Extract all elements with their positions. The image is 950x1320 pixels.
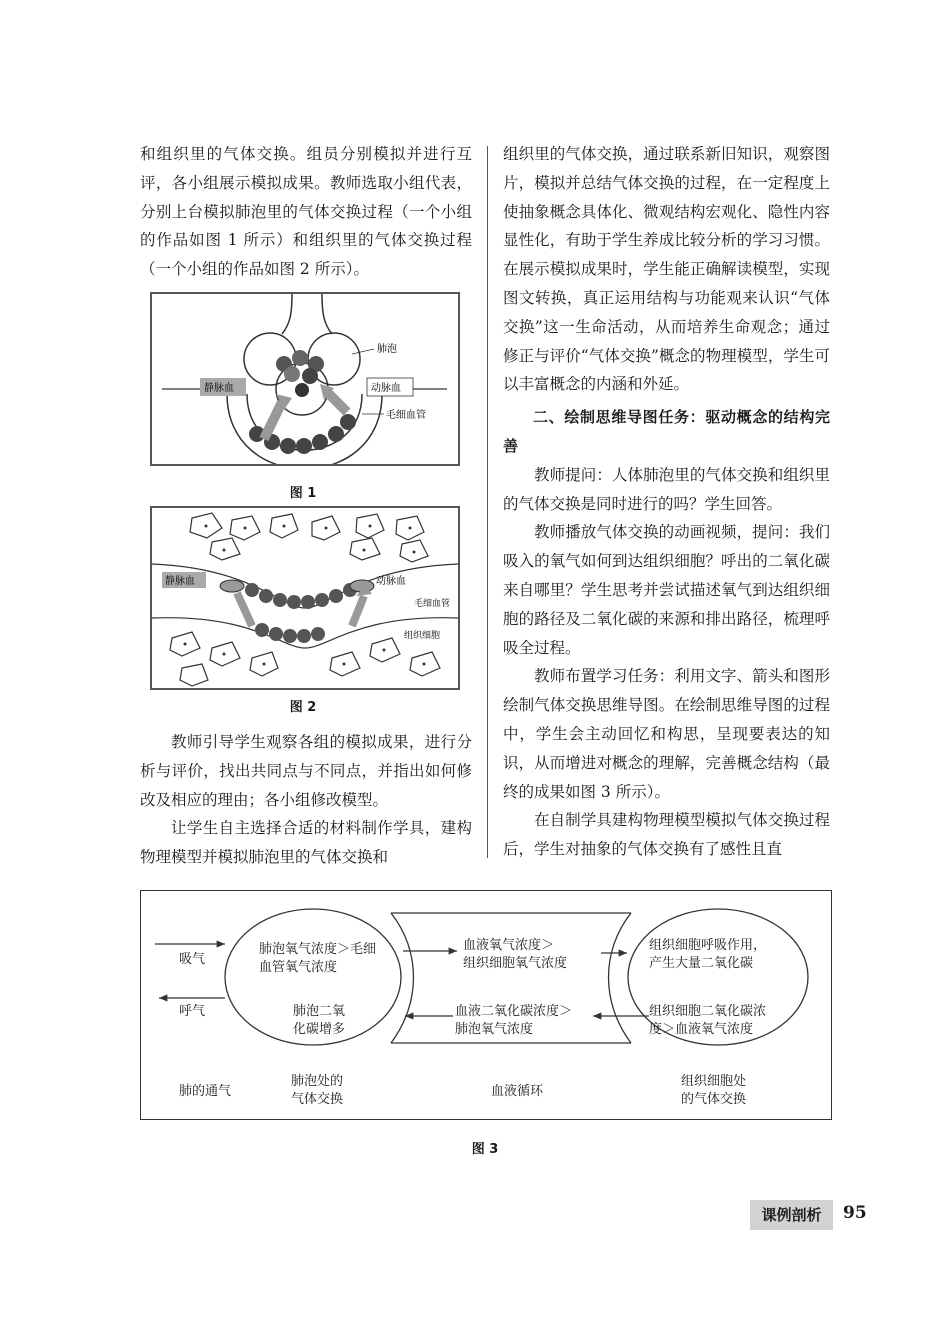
fig3-bottom-alveolus: 肺泡处的 气体交换 [291,1074,344,1107]
fig3-alveolus-o2: 肺泡氧气浓度＞毛细 血管氧气浓度 [259,942,377,975]
fig1-label-arterial: 动脉血 [371,383,401,394]
fig3-tissue-respiration: 组织细胞呼吸作用， 产生大量二氧化碳 [649,938,767,971]
right-column [503,140,830,864]
section-tag: 课例剖析 [750,1200,833,1230]
right-paragraph-2: 教师提问：人体肺泡里的气体交换和组织里的气体交换是同时进行的吗？学生回答。 [503,465,830,513]
right-paragraph-5: 在自制学具建构物理模型模拟气体交换过程后，学生对抽象的气体交换有了感性且直 [503,811,830,859]
left-paragraph-2: 教师引导学生观察各组的模拟成果，进行分析与评价，找出共同点与不同点，并指出如何修改及相应的理由；各小组修改模型。 [140,733,472,809]
fig1-label-capillary: 毛细血管 [386,410,426,421]
fig3-blood-o2: 血液氧气浓度＞ 组织细胞氧气浓度 [463,938,568,971]
left-column-lower [140,728,472,872]
fig3-bottom-circulation: 血液循环 [491,1084,544,1099]
fig2-label-arterial: 动脉血 [376,576,406,587]
fig3-inhale-label: 吸气 [179,952,206,967]
fig2-label-capillary: 毛细血管 [414,599,451,609]
fig3-alveolus-co2: 肺泡二氧 化碳增多 [293,1004,346,1037]
figure-3-caption: 图 3 [471,1142,499,1157]
left-paragraph-1: 和组织里的气体交换。组员分别模拟并进行互评，各小组展示模拟成果。教师选取小组代表，分别上台模拟肺泡里的气体交换过程（一个小组的作品如图 1 所示）和组织里的气体交换过程（一个小组的作品如图 2 所示）。 [140,145,472,279]
section-heading: 二、绘制思维导图任务：驱动概念的结构完善 [503,408,830,455]
figure-1 [150,292,460,466]
right-paragraph-3: 教师播放气体交换的动画视频，提问：我们吸入的氧气如何到达组织细胞？呼出的二氧化碳来自哪里？学生思考并尝试描述氧气到达组织细胞的路径及二氧化碳的来源和排出路径，梳理呼吸全过程。 [503,523,830,657]
fig3-bottom-tissue: 组织细胞处 的气体交换 [681,1074,747,1107]
right-paragraph-1: 组织里的气体交换，通过联系新旧知识，观察图片，模拟并总结气体交换的过程，在一定程度上使抽象概念具体化、微观结构宏观化、隐性内容显性化，有助于学生养成比较分析的学习习惯。在展示模拟成果时，学生能正确解读模型，实现图文转换，真正运用结构与功能观来认识“气体交换”这一生命活动，从而培养生命观念；通过修正与评价“气体交换”概念的物理模型，学生可以丰富概念的内涵和外延。 [503,145,830,394]
fig3-exhale-label: 呼气 [179,1004,206,1019]
figure-1-caption: 图 1 [289,486,317,501]
left-paragraph-3: 让学生自主选择合适的材料制作学具，建构物理模型并模拟肺泡里的气体交换和 [140,819,472,867]
left-column [140,140,472,284]
fig2-label-tissue: 组织细胞 [404,631,441,641]
fig3-blood-co2: 血液二氧化碳浓度＞ 肺泡氧气浓度 [455,1004,573,1037]
figure-2-drawing [152,508,458,688]
figure-2 [150,506,460,690]
figure-3-diagram [140,890,832,1120]
figure-1-drawing [152,294,458,464]
column-divider [487,146,488,858]
fig2-label-venous: 静脉血 [165,576,195,587]
right-paragraph-4: 教师布置学习任务：利用文字、箭头和图形绘制气体交换思维导图。在绘制思维导图的过程中，学生会主动回忆和构思，呈现要表达的知识，从而增进对概念的理解，完善概念结构（最终的成果如图 3 所示）。 [503,667,830,801]
fig3-tissue-co2: 组织细胞二氧化碳浓 度＞血液氧气浓度 [649,1004,767,1037]
fig1-label-venous: 静脉血 [204,383,234,394]
fig1-label-alveolus: 肺泡 [377,344,397,355]
page-number: 95 [843,1203,867,1223]
fig3-bottom-ventilation: 肺的通气 [179,1084,232,1099]
figure-2-caption: 图 2 [289,700,317,715]
